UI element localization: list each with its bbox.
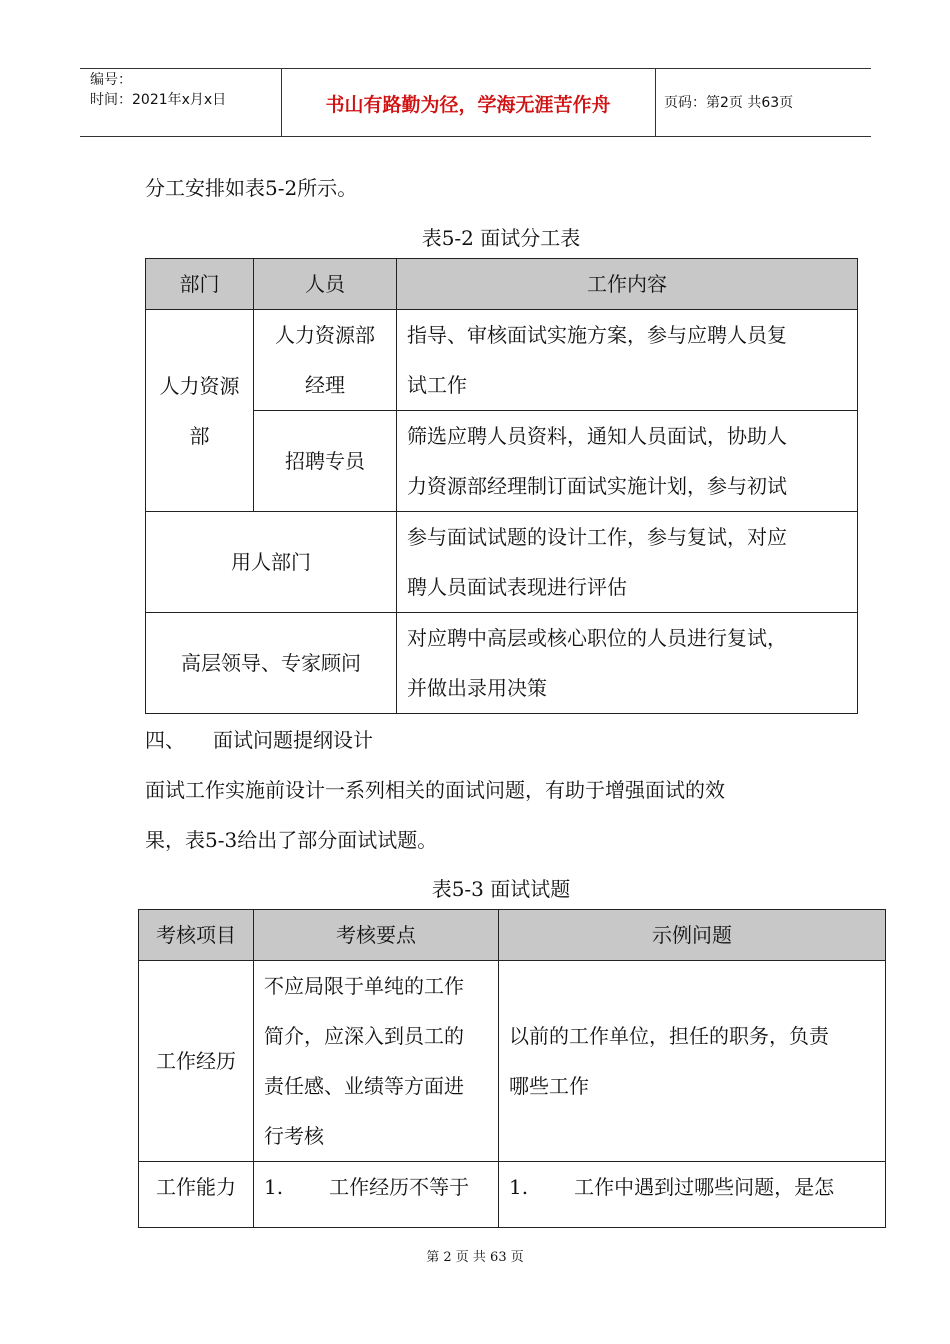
table2-header-example: 示例问题 (499, 910, 886, 961)
table1-header-content: 工作内容 (397, 259, 858, 310)
content-hiring-line1: 参与面试试题的设计工作，参与复试，对应 (407, 525, 787, 549)
example-line2: 哪些工作 (509, 1074, 589, 1098)
table1-header-row (146, 259, 858, 310)
person-hr-manager-line2: 经理 (305, 373, 345, 397)
header-meta (90, 70, 226, 110)
item-work-ability: 工作能力 (139, 1162, 254, 1228)
header-divider-right (655, 68, 656, 136)
content-hr-manager-line1: 指导、审核面试实施方案，参与应聘人员复 (407, 323, 787, 347)
content-recruiter-line1: 筛选应聘人员资料，通知人员面试，协助人 (407, 424, 787, 448)
table-row (146, 512, 858, 613)
example-work-experience (499, 961, 886, 1162)
header-bottom-rule (80, 136, 871, 137)
points-ability-num: 1. (264, 1175, 284, 1199)
interview-division-table (145, 258, 858, 714)
points-line4: 行考核 (264, 1124, 324, 1148)
dept-hr-line1: 人力资源 (159, 373, 240, 398)
section4-number: 四、 (145, 728, 185, 752)
person-recruiter: 招聘专员 (254, 411, 397, 512)
content-hiring (397, 512, 858, 613)
content-senior-line2: 并做出录用决策 (407, 676, 547, 700)
points-work-ability (254, 1162, 499, 1228)
table-row (139, 961, 886, 1162)
header-top-rule (80, 68, 871, 69)
content-hr-manager-line2: 试工作 (407, 373, 467, 397)
section4-para-line1: 面试工作实施前设计一系列相关的面试问题，有助于增强面试的效 (145, 778, 725, 802)
content-senior (397, 613, 858, 714)
content-hr-manager (397, 310, 858, 411)
points-ability-text: 工作经历不等于 (329, 1175, 470, 1199)
table2-header-row (139, 910, 886, 961)
dept-hr-cell (146, 310, 254, 512)
person-hr-manager-line1: 人力资源部 (275, 323, 375, 347)
section4-title: 面试问题提纲设计 (213, 728, 373, 752)
header-number-label: 编号： (90, 72, 132, 88)
header-time-label: 时间：2021年x月x日 (90, 92, 227, 108)
table1-header-dept: 部门 (146, 259, 254, 310)
item-work-experience: 工作经历 (139, 961, 254, 1162)
points-line1: 不应局限于单纯的工作 (264, 974, 464, 998)
points-line3: 责任感、业绩等方面进 (264, 1074, 464, 1098)
content-hiring-line2: 聘人员面试表现进行评估 (407, 575, 627, 599)
table1-caption: 表5-2 面试分工表 (421, 226, 581, 250)
header-motto: 书山有路勤为径，学海无涯苦作舟 (325, 94, 611, 116)
example-ability-num: 1. (509, 1175, 529, 1199)
points-work-experience (254, 961, 499, 1162)
table2-header-item: 考核项目 (139, 910, 254, 961)
section4-para-line2: 果，表5-3给出了部分面试试题。 (145, 828, 438, 852)
content-recruiter (397, 411, 858, 512)
table-row (146, 613, 858, 714)
points-line2: 简介，应深入到员工的 (264, 1024, 464, 1048)
table-row (139, 1162, 886, 1228)
example-work-ability (499, 1162, 886, 1228)
dept-senior: 高层领导、专家顾问 (146, 613, 397, 714)
table2-caption: 表5-3 面试试题 (431, 877, 571, 901)
dept-hiring: 用人部门 (146, 512, 397, 613)
interview-questions-table (138, 909, 886, 1228)
content-senior-line1: 对应聘中高层或核心职位的人员进行复试， (407, 626, 787, 650)
table-row (146, 310, 858, 411)
dept-hr-line2: 部 (189, 423, 210, 448)
person-hr-manager (254, 310, 397, 411)
page-footer: 第 2 页 共 63 页 (426, 1250, 524, 1265)
section4-heading (145, 724, 373, 753)
content-recruiter-line2: 力资源部经理制订面试实施计划，参与初试 (407, 474, 787, 498)
table1-header-person: 人员 (254, 259, 397, 310)
header-page-info: 页码：第2页 共63页 (664, 95, 794, 111)
table2-header-points: 考核要点 (254, 910, 499, 961)
example-ability-text: 工作中遇到过哪些问题，是怎 (574, 1175, 835, 1199)
intro-paragraph: 分工安排如表5-2所示。 (145, 176, 358, 200)
example-line1: 以前的工作单位，担任的职务，负责 (509, 1024, 829, 1048)
